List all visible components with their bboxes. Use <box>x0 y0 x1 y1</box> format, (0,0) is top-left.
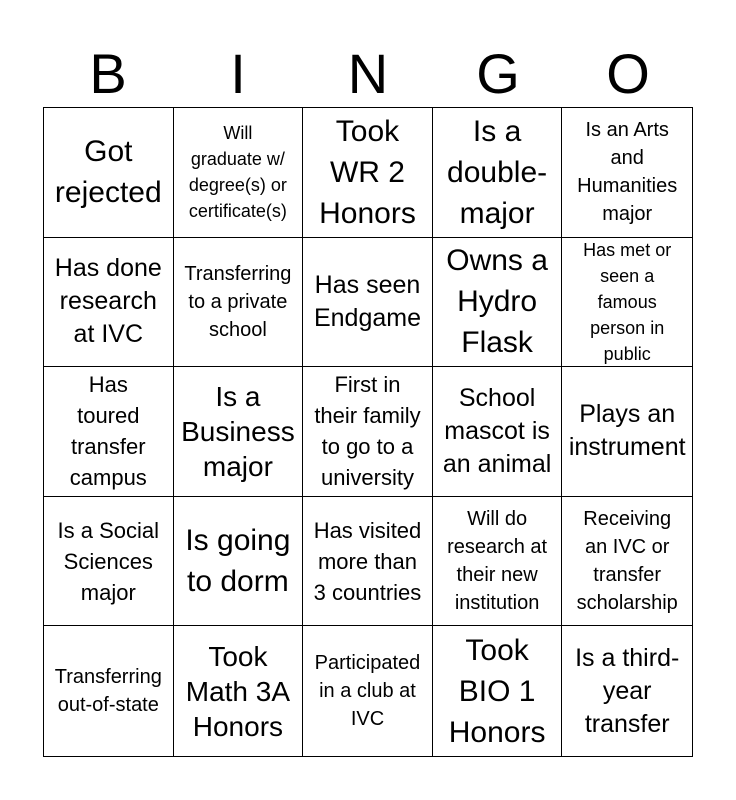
bingo-cell-0-4[interactable]: Is an Arts and Humanities major <box>562 108 692 238</box>
bingo-cell-4-0[interactable]: Transferring out-of-state <box>44 626 174 756</box>
bingo-cell-2-3[interactable]: School mascot is an animal <box>433 367 563 497</box>
bingo-cell-1-1[interactable]: Transferring to a private school <box>174 238 304 368</box>
header-letter-o: O <box>606 42 650 105</box>
bingo-cell-0-0[interactable]: Got rejected <box>44 108 174 238</box>
bingo-cell-3-1[interactable]: Is going to dorm <box>174 497 304 627</box>
bingo-cell-4-1[interactable]: Took Math 3A Honors <box>174 626 304 756</box>
bingo-cell-1-3[interactable]: Owns a Hydro Flask <box>433 238 563 368</box>
bingo-cell-3-2[interactable]: Has visited more than 3 countries <box>303 497 433 627</box>
header-letter-b: B <box>89 42 127 105</box>
header-letter-n: N <box>347 42 389 105</box>
bingo-cell-4-3[interactable]: Took BIO 1 Honors <box>433 626 563 756</box>
bingo-cell-4-2[interactable]: Participated in a club at IVC <box>303 626 433 756</box>
bingo-cell-0-2[interactable]: Took WR 2 Honors <box>303 108 433 238</box>
bingo-cell-3-4[interactable]: Receiving an IVC or transfer scholarship <box>562 497 692 627</box>
bingo-cell-2-1[interactable]: Is a Business major <box>174 367 304 497</box>
header-letter-g: G <box>476 42 520 105</box>
bingo-cell-3-3[interactable]: Will do research at their new institution <box>433 497 563 627</box>
bingo-cell-1-0[interactable]: Has done research at IVC <box>44 238 174 368</box>
bingo-cell-0-3[interactable]: Is a double- major <box>433 108 563 238</box>
bingo-cell-4-4[interactable]: Is a third- year transfer <box>575 643 680 738</box>
bingo-cell-1-2[interactable]: Has seen Endgame <box>303 238 433 368</box>
header-letter-i: I <box>230 42 246 105</box>
bingo-cell-2-4[interactable]: Plays an instrument <box>562 367 692 497</box>
bingo-cell-0-1[interactable]: Will graduate w/ degree(s) or certificate(s) <box>174 108 304 238</box>
bingo-cell-3-0[interactable]: Is a Social Sciences major <box>44 497 174 627</box>
bingo-header <box>43 40 693 108</box>
bingo-cell-2-2[interactable]: First in their family to go to a university <box>303 367 433 497</box>
bingo-cell-1-4[interactable]: Has met or seen a famous person in public <box>562 238 692 368</box>
bingo-grid <box>43 107 693 757</box>
bingo-cell-2-0[interactable]: Has toured transfer campus <box>44 367 174 497</box>
